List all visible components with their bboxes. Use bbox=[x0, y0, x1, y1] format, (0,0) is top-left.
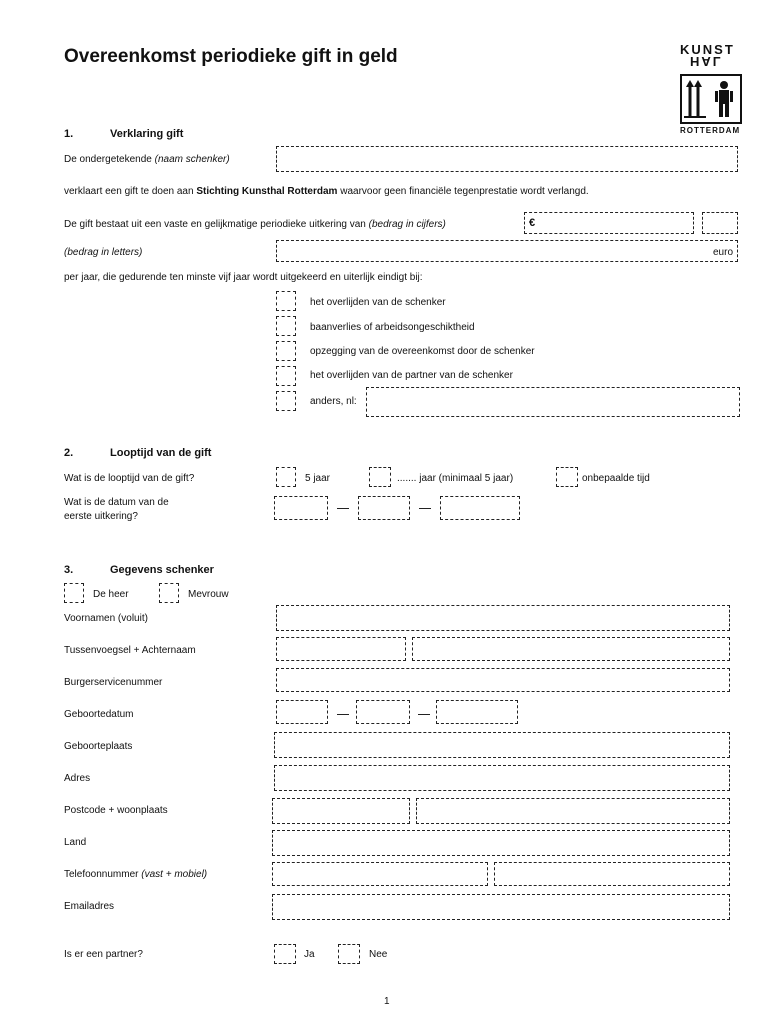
euro-sign: € bbox=[529, 217, 536, 229]
telefoon-mobiel-field[interactable] bbox=[494, 862, 730, 886]
checkbox-onbepaald[interactable] bbox=[556, 467, 578, 487]
verklaart-text bbox=[64, 186, 589, 198]
option-anders: anders, nl: bbox=[310, 396, 357, 407]
logo-rotterdam: ROTTERDAM bbox=[680, 126, 741, 135]
logo-kunst: KUNST bbox=[680, 42, 735, 57]
geboorte-jaar-field[interactable] bbox=[436, 700, 518, 724]
adres-label: Adres bbox=[64, 773, 91, 784]
section3-title: Gegevens schenker bbox=[110, 564, 214, 576]
bsn-field[interactable] bbox=[276, 668, 730, 692]
looptijd-label: Wat is de looptijd van de gift? bbox=[64, 473, 195, 484]
geboorte-maand-field[interactable] bbox=[356, 700, 410, 724]
adres-field[interactable] bbox=[274, 765, 730, 791]
date-separator bbox=[337, 508, 349, 509]
telefoon-hint: (vast + mobiel) bbox=[141, 869, 208, 880]
date-separator bbox=[337, 714, 349, 715]
postcode-field[interactable] bbox=[272, 798, 410, 824]
verklaart-post: waarvoor geen financiële tegenprestatie wordt verlangd. bbox=[340, 186, 589, 197]
checkbox-overlijden-schenker[interactable] bbox=[276, 291, 296, 311]
section2-number: 2. bbox=[64, 447, 74, 459]
label-ja: Ja bbox=[304, 949, 315, 960]
schenker-hint: (naam schenker) bbox=[154, 154, 230, 165]
voornamen-field[interactable] bbox=[276, 605, 730, 631]
email-label: Emailadres bbox=[64, 901, 115, 912]
section2-title: Looptijd van de gift bbox=[110, 447, 212, 459]
uitkering-jaar-field[interactable] bbox=[440, 496, 520, 520]
page-number: 1 bbox=[384, 996, 390, 1007]
woonplaats-field[interactable] bbox=[416, 798, 730, 824]
option-baanverlies: baanverlies of arbeidsongeschiktheid bbox=[310, 322, 475, 333]
logo-hal: HAL bbox=[690, 54, 723, 69]
checkbox-baanverlies[interactable] bbox=[276, 316, 296, 336]
telefoon-label-text: Telefoonnummer bbox=[64, 869, 139, 880]
section1-number: 1. bbox=[64, 128, 74, 140]
option-jaar: ....... jaar (minimaal 5 jaar) bbox=[397, 473, 514, 484]
geboorteplaats-field[interactable] bbox=[274, 732, 730, 758]
checkbox-5jaar[interactable] bbox=[276, 467, 296, 487]
option-opzegging: opzegging van de overeenkomst door de schenker bbox=[310, 346, 535, 357]
naam-schenker-field[interactable] bbox=[276, 146, 738, 172]
geboorte-dag-field[interactable] bbox=[276, 700, 328, 724]
telefoon-vast-field[interactable] bbox=[272, 862, 488, 886]
logo-figure-icon bbox=[680, 74, 742, 124]
postcode-label: Postcode + woonplaats bbox=[64, 805, 168, 816]
achternaam-field[interactable] bbox=[412, 637, 730, 661]
uitkering-dag-field[interactable] bbox=[274, 496, 328, 520]
anders-field[interactable] bbox=[366, 387, 740, 417]
page-title: Overeenkomst periodieke gift in geld bbox=[64, 46, 398, 67]
datum-label-line2: eerste uitkering? bbox=[64, 511, 138, 522]
checkbox-heer[interactable] bbox=[64, 583, 84, 603]
land-label: Land bbox=[64, 837, 87, 848]
option-onbepaald: onbepaalde tijd bbox=[582, 473, 650, 484]
euro-word: euro bbox=[712, 247, 733, 258]
date-separator bbox=[419, 508, 431, 509]
label-mevrouw: Mevrouw bbox=[188, 589, 229, 600]
bedrag-letters-field[interactable] bbox=[276, 240, 738, 262]
achternaam-label: Tussenvoegsel + Achternaam bbox=[64, 645, 196, 656]
section1-title: Verklaring gift bbox=[110, 128, 184, 140]
bedrag-label-text: De gift bestaat uit een vaste en gelijkmatige periodieke uitkering van bbox=[64, 219, 366, 230]
uitkering-maand-field[interactable] bbox=[358, 496, 410, 520]
checkbox-jaar[interactable] bbox=[369, 467, 391, 487]
section3-number: 3. bbox=[64, 564, 74, 576]
voornamen-label: Voornamen (voluit) bbox=[64, 613, 148, 624]
checkbox-mevrouw[interactable] bbox=[159, 583, 179, 603]
bedrag-label bbox=[64, 219, 446, 231]
verklaart-org: Stichting Kunsthal Rotterdam bbox=[196, 186, 338, 197]
telefoon-label bbox=[64, 869, 207, 881]
schenker-label-text: De ondergetekende bbox=[64, 154, 152, 165]
email-field[interactable] bbox=[272, 894, 730, 920]
bedrag-hint: (bedrag in cijfers) bbox=[368, 219, 446, 230]
per-jaar-text: per jaar, die gedurende ten minste vijf jaar wordt uitgekeerd en uiterlijk eindigt bij: bbox=[64, 272, 423, 283]
partner-label: Is er een partner? bbox=[64, 949, 143, 960]
label-nee: Nee bbox=[369, 949, 388, 960]
datum-label-line1: Wat is de datum van de bbox=[64, 497, 169, 508]
option-5jaar: 5 jaar bbox=[305, 473, 331, 484]
checkbox-anders[interactable] bbox=[276, 391, 296, 411]
option-overlijden-partner: het overlijden van de partner van de schenker bbox=[310, 370, 513, 381]
bedrag-cijfers-field[interactable] bbox=[524, 212, 694, 234]
bedrag-cents-field[interactable] bbox=[702, 212, 738, 234]
tussenvoegsel-field[interactable] bbox=[276, 637, 406, 661]
land-field[interactable] bbox=[272, 830, 730, 856]
checkbox-overlijden-partner[interactable] bbox=[276, 366, 296, 386]
label-heer: De heer bbox=[93, 589, 129, 600]
checkbox-ja[interactable] bbox=[274, 944, 296, 964]
checkbox-nee[interactable] bbox=[338, 944, 360, 964]
option-overlijden-schenker: het overlijden van de schenker bbox=[310, 297, 446, 308]
date-separator bbox=[418, 714, 430, 715]
checkbox-opzegging[interactable] bbox=[276, 341, 296, 361]
geboorteplaats-label: Geboorteplaats bbox=[64, 741, 133, 752]
schenker-label bbox=[64, 154, 230, 166]
geboortedatum-label: Geboortedatum bbox=[64, 709, 134, 720]
letters-label: (bedrag in letters) bbox=[64, 247, 143, 258]
kunsthal-logo bbox=[676, 40, 744, 140]
bsn-label: Burgerservicenummer bbox=[64, 677, 163, 688]
verklaart-pre: verklaart een gift te doen aan bbox=[64, 186, 194, 197]
